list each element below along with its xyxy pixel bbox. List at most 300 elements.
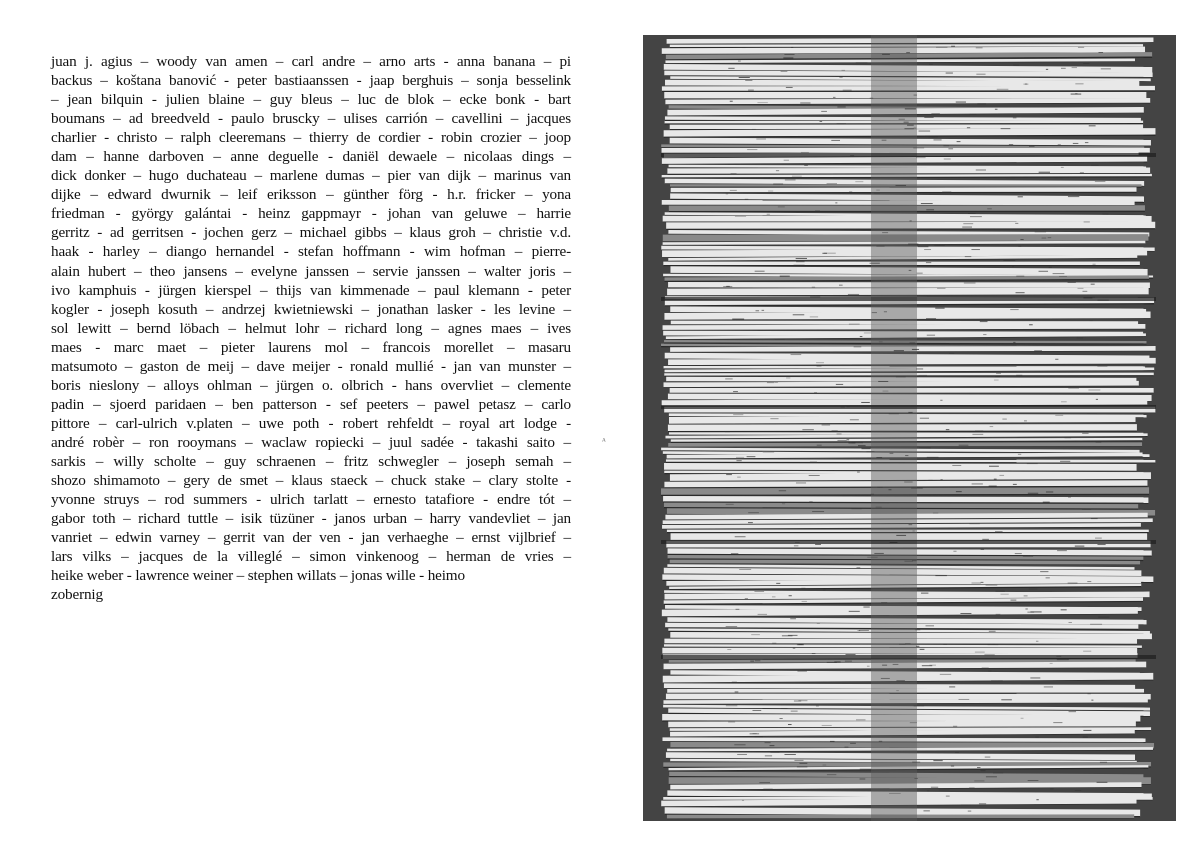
- paper-text-mark: [882, 140, 887, 141]
- paper-text-mark: [781, 71, 788, 72]
- name-list-line: boris nieslony – alloys ohlman – jürgen o. olbrich - hans overvliet – clemente: [51, 376, 571, 394]
- paper-text-mark: [796, 261, 804, 262]
- paper-text-mark: [972, 483, 983, 484]
- paper-text-mark: [920, 649, 925, 650]
- paper-text-mark: [985, 757, 991, 758]
- paper-text-mark: [1018, 196, 1023, 197]
- paper-text-mark: [990, 426, 993, 427]
- paper-text-mark: [1068, 388, 1079, 389]
- paper-text-mark: [969, 787, 974, 788]
- paper-text-mark: [956, 491, 962, 492]
- paper-text-mark: [1078, 288, 1084, 289]
- paper-text-mark: [1097, 782, 1108, 783]
- paper-text-mark: [824, 253, 836, 254]
- paper-text-mark: [1084, 221, 1090, 222]
- paper-text-mark: [834, 661, 840, 662]
- name-list-line: sarkis – willy scholte – guy schraenen – fritz schwegler – joseph semah –: [51, 452, 571, 470]
- paper-text-mark: [1012, 266, 1014, 267]
- paper-text-mark: [797, 766, 808, 767]
- name-list-line: dick donker – hugo duchateau – marlene dumas – pier van dijk – marinus van: [51, 167, 571, 185]
- name-list-line: charlier - christo – ralph cleeremans – thierry de cordier - robin crozier – joop: [51, 129, 571, 147]
- paper-text-mark: [788, 724, 792, 725]
- paper-text-mark: [730, 190, 737, 191]
- paper-text-mark: [801, 588, 805, 589]
- paper-text-mark: [1098, 617, 1109, 618]
- paper-text-mark: [1015, 603, 1020, 604]
- paper-text-mark: [922, 665, 932, 666]
- paper-text-mark: [919, 375, 927, 376]
- paper-text-mark: [1044, 686, 1053, 687]
- paper-text-mark: [861, 402, 870, 403]
- name-list-line: heike weber - lawrence weiner – stephen willats – jonas wille - heimo: [51, 567, 465, 585]
- name-list-line: lars vilks – jacques de la villeglé – simon vinkenoog – herman de vries –: [51, 548, 571, 566]
- paper-text-mark: [1018, 246, 1021, 247]
- paper-text-mark: [1082, 291, 1087, 292]
- paper-text-mark: [758, 614, 767, 615]
- paper-text-mark: [940, 400, 942, 401]
- paper-text-mark: [836, 384, 843, 385]
- paper-text-mark: [976, 47, 983, 48]
- paper-text-mark: [1001, 699, 1012, 700]
- paper-text-mark: [889, 413, 899, 414]
- paper-text-mark: [975, 652, 985, 653]
- paper-text-mark: [879, 341, 883, 342]
- paper-text-mark: [972, 583, 981, 584]
- paper-text-mark: [765, 755, 772, 756]
- paper-text-mark: [755, 660, 761, 661]
- paper-text-mark: [810, 316, 818, 317]
- paper-text-mark: [935, 575, 947, 576]
- paper-text-mark: [1083, 63, 1089, 64]
- paper-text-mark: [823, 765, 827, 766]
- paper-text-mark: [732, 318, 744, 319]
- paper-text-mark: [1068, 497, 1071, 498]
- paper-text-mark: [1071, 94, 1082, 95]
- name-list-line: juan j. agius – woody van amen – carl andre – arno arts - anna banana – pi: [51, 53, 571, 70]
- paper-text-mark: [996, 591, 1005, 592]
- paper-text-mark: [876, 190, 879, 191]
- paper-text-mark: [933, 760, 942, 761]
- paper-text-mark: [750, 661, 754, 662]
- paper-text-mark: [1087, 693, 1090, 694]
- paper-text-mark: [793, 648, 795, 649]
- paper-text-mark: [1039, 271, 1048, 272]
- paper-text-mark: [747, 456, 756, 457]
- name-list-line: zobernig: [51, 586, 103, 604]
- paper-text-mark: [874, 193, 880, 194]
- paper-text-mark: [942, 192, 951, 193]
- paper-text-mark: [908, 412, 912, 413]
- paper-text-mark: [870, 263, 880, 264]
- paper-text-mark: [1090, 624, 1102, 625]
- paper-text-mark: [801, 152, 809, 153]
- paper-text-mark: [994, 479, 997, 480]
- paper-text-mark: [983, 334, 986, 335]
- paper-text-mark: [822, 725, 832, 726]
- paper-text-mark: [1072, 67, 1077, 68]
- paper-text-mark: [932, 136, 936, 137]
- paper-text-mark: [953, 726, 957, 727]
- paper-text-mark: [918, 246, 929, 247]
- paper-text-mark: [809, 475, 820, 476]
- paper-text-mark: [791, 47, 793, 48]
- paper-text-mark: [772, 643, 776, 644]
- paper-text-mark: [735, 691, 739, 692]
- name-list-line: ivo kamphuis - jürgen kierspel – thijs van kimmenade – paul klemann - peter: [51, 281, 571, 299]
- name-list-line: matsumoto – gaston de meij – dave meijer - ronald mullié - jan van munster –: [51, 357, 571, 375]
- paper-text-mark: [768, 191, 773, 192]
- paper-text-mark: [1028, 780, 1039, 781]
- paper-text-mark: [976, 169, 986, 170]
- paper-text-mark: [956, 102, 966, 103]
- paper-text-mark: [961, 804, 971, 805]
- paper-text-mark: [994, 380, 999, 381]
- paper-text-mark: [759, 782, 770, 783]
- paper-text-mark: [847, 439, 850, 440]
- paper-text-mark: [1068, 582, 1078, 583]
- paper-text-mark: [981, 549, 984, 550]
- paper-text-mark: [1029, 324, 1033, 325]
- name-list-line: maes - marc maet – pieter laurens mol – francois morellet – masaru: [51, 338, 571, 356]
- paper-text-mark: [786, 87, 793, 88]
- paper-text-mark: [1043, 502, 1050, 503]
- paper-text-mark: [1060, 461, 1070, 462]
- paper-text-mark: [752, 710, 761, 711]
- paper-text-mark: [1024, 57, 1034, 58]
- paper-text-mark: [802, 429, 813, 430]
- paper-text-mark: [896, 535, 906, 536]
- paper-text-mark: [872, 312, 877, 313]
- paper-text-mark: [927, 790, 930, 791]
- paper-text-mark: [1096, 442, 1102, 443]
- name-list-line: padin – sjoerd paridaen – ben patterson - sef peeters – pawel petasz – carlo: [51, 395, 571, 413]
- paper-text-mark: [748, 522, 753, 523]
- paper-text-mark: [909, 270, 912, 271]
- paper-text-mark: [783, 57, 793, 58]
- paper-text-mark: [935, 308, 944, 309]
- bundle-gap: [661, 297, 1156, 301]
- paper-text-mark: [794, 545, 798, 546]
- paper-text-mark: [1049, 267, 1052, 268]
- paper-text-mark: [770, 745, 775, 746]
- paper-text-mark: [831, 140, 840, 141]
- name-list-line: – jean bilquin - julien blaine – guy bleus – luc de blok – ecke bonk - bart: [51, 91, 571, 109]
- paper-text-mark: [937, 288, 945, 289]
- paper-text-mark: [1075, 546, 1085, 547]
- paper-text-mark: [786, 377, 790, 378]
- paper-text-mark: [921, 203, 933, 204]
- paper-text-mark: [907, 125, 914, 126]
- paper-text-mark: [1015, 553, 1022, 554]
- paper-text-mark: [999, 475, 1004, 476]
- paper-text-mark: [912, 530, 914, 531]
- paper-text-mark: [1080, 172, 1084, 173]
- paper-text-mark: [1087, 581, 1091, 582]
- paper-text-mark: [1001, 128, 1011, 129]
- paper-text-mark: [797, 671, 806, 672]
- paper-text-mark: [931, 787, 938, 788]
- paper-text-mark: [767, 214, 770, 215]
- paper-text-mark: [927, 457, 939, 458]
- paper-text-mark: [1027, 463, 1038, 464]
- paper-text-mark: [1027, 612, 1034, 613]
- paper-text-mark: [904, 561, 912, 562]
- paper-text-mark: [1035, 737, 1038, 738]
- paper-text-mark: [920, 418, 929, 419]
- paper-text-mark: [964, 283, 976, 284]
- paper-text-mark: [1006, 177, 1015, 178]
- paper-text-mark: [946, 73, 953, 74]
- fold-band: [871, 35, 917, 821]
- paper-text-mark: [778, 206, 785, 207]
- paper-text-mark: [987, 208, 992, 209]
- paper-text-mark: [866, 451, 874, 452]
- paper-text-mark: [959, 699, 970, 700]
- paper-text-mark: [949, 343, 960, 344]
- name-list-line: andré robèr – ron rooymans – waclaw ropiecki – juul sadée - takashi saito –: [51, 433, 571, 451]
- paper-text-mark: [753, 733, 757, 734]
- paper-text-mark: [995, 531, 1003, 532]
- paper-text-mark: [926, 209, 934, 210]
- paper-text-mark: [752, 129, 756, 130]
- paper-text-mark: [970, 114, 977, 115]
- paper-text-mark: [949, 587, 957, 588]
- paper-text-mark: [912, 349, 919, 350]
- paper-text-mark: [951, 766, 954, 767]
- paper-text-mark: [1024, 420, 1027, 421]
- paper-text-mark: [909, 524, 913, 525]
- paper-text-mark: [876, 246, 884, 247]
- paper-text-mark: [1097, 366, 1107, 367]
- paper-text-mark: [963, 223, 973, 224]
- paper-text-mark: [896, 690, 899, 691]
- paper-text-mark: [1055, 415, 1063, 416]
- paper-text-mark: [1034, 350, 1042, 351]
- paper-text-mark: [794, 265, 805, 266]
- paper-text-mark: [816, 706, 819, 707]
- paper-text-mark: [948, 148, 953, 149]
- paper-text-mark: [884, 311, 887, 312]
- paper-text-mark: [817, 445, 822, 446]
- paper-text-mark: [917, 273, 923, 274]
- paper-text-mark: [780, 718, 783, 719]
- paper-text-mark: [959, 445, 969, 446]
- paper-text-mark: [796, 482, 806, 483]
- paper-text-mark: [820, 121, 823, 122]
- paper-text-mark: [1016, 375, 1022, 376]
- paper-text-mark: [779, 751, 782, 752]
- paper-text-mark: [943, 644, 947, 645]
- paper-text-mark: [1083, 737, 1088, 738]
- paper-text-mark: [944, 159, 951, 160]
- paper-text-mark: [776, 583, 780, 584]
- paper-text-mark: [732, 682, 737, 683]
- paper-text-mark: [726, 626, 737, 627]
- paper-text-mark: [1010, 600, 1016, 601]
- paper-text-mark: [816, 362, 824, 363]
- paper-text-mark: [867, 666, 870, 667]
- paper-text-mark: [767, 669, 775, 670]
- paper-text-mark: [817, 365, 822, 366]
- paper-text-mark: [1016, 292, 1025, 293]
- paper-text-mark: [833, 97, 835, 98]
- paper-text-mark: [733, 391, 738, 392]
- paper-text-mark: [800, 102, 810, 103]
- paper-text-mark: [737, 754, 747, 755]
- paper-text-mark: [810, 462, 817, 463]
- paper-text-mark: [756, 139, 766, 140]
- paper-text-mark: [835, 202, 837, 203]
- paper-text-mark: [1068, 622, 1071, 623]
- paper-text-mark: [730, 305, 733, 306]
- paper-text-mark: [996, 614, 1001, 615]
- paper-text-mark: [1053, 722, 1062, 723]
- paper-text-mark: [748, 512, 759, 513]
- paper-text-mark: [1100, 762, 1107, 763]
- paper-text-mark: [952, 465, 961, 466]
- paper-text-mark: [1089, 125, 1096, 126]
- paper-text-mark: [796, 258, 807, 259]
- paper-text-mark: [1029, 146, 1035, 147]
- paper-text-mark: [736, 457, 744, 458]
- paper-text-mark: [889, 793, 901, 794]
- paper-text-mark: [735, 216, 746, 217]
- paper-text-mark: [927, 335, 935, 336]
- name-list-line: dam – hanne darboven – anne deguelle - daniël dewaele – nicolaas dings –: [51, 148, 571, 166]
- paper-text-mark: [917, 230, 919, 231]
- paper-text-mark: [738, 193, 748, 194]
- paper-text-mark: [739, 569, 751, 570]
- stacked-papers-image: [643, 35, 1176, 821]
- paper-text-mark: [846, 654, 856, 655]
- paper-text-mark: [745, 598, 748, 599]
- paper-text-mark: [1061, 167, 1064, 168]
- paper-text-mark: [843, 90, 852, 91]
- paper-text-mark: [1091, 165, 1099, 166]
- paper-text-mark: [860, 769, 872, 770]
- paper-text-mark: [772, 596, 776, 597]
- paper-text-mark: [1083, 651, 1091, 652]
- paper-text-mark: [726, 504, 734, 505]
- paper-text-mark: [1013, 65, 1019, 66]
- paper-text-mark: [804, 165, 808, 166]
- paper-text-mark: [1024, 595, 1028, 596]
- paper-text-mark: [1055, 177, 1063, 178]
- paper-text-mark: [899, 119, 905, 120]
- paper-text-mark: [728, 722, 735, 723]
- paper-text-mark: [782, 635, 793, 636]
- paper-text-mark: [967, 127, 970, 128]
- paper-text-mark: [845, 661, 852, 662]
- paper-text-mark: [850, 743, 856, 744]
- paper-text-mark: [904, 482, 912, 483]
- paper-text-mark: [1069, 711, 1076, 712]
- paper-text-mark: [850, 419, 859, 420]
- paper-text-mark: [1046, 491, 1053, 492]
- paper-text-mark: [986, 585, 998, 586]
- paper-text-mark: [926, 625, 935, 626]
- paper-text-mark: [991, 680, 1003, 681]
- paper-text-mark: [733, 414, 743, 415]
- paper-text-mark: [738, 61, 741, 62]
- paper-text-mark: [1002, 419, 1006, 420]
- paper-text-mark: [1021, 718, 1024, 719]
- paper-text-mark: [858, 445, 866, 446]
- paper-text-mark: [923, 810, 929, 811]
- paper-text-mark: [748, 90, 754, 91]
- paper-text-mark: [839, 77, 842, 78]
- paper-text-mark: [754, 591, 764, 592]
- paper-text-mark: [793, 314, 805, 315]
- paper-text-mark: [854, 346, 862, 347]
- paper-text-mark: [1029, 588, 1038, 589]
- paper-text-mark: [780, 276, 790, 277]
- paper-text-mark: [1009, 144, 1013, 145]
- paper-text-mark: [914, 128, 917, 129]
- name-list-line: shozo shimamoto – gery de smet – klaus staeck – chuck stake – clary stolte -: [51, 472, 571, 490]
- stacked-papers-photo: [643, 35, 1176, 821]
- paper-text-mark: [879, 741, 882, 742]
- paper-text-mark: [911, 488, 923, 489]
- paper-text-mark: [789, 595, 792, 596]
- paper-text-mark: [726, 193, 728, 194]
- paper-text-mark: [726, 286, 730, 287]
- paper-text-mark: [980, 321, 988, 322]
- paper-text-mark: [881, 602, 887, 603]
- paper-text-mark: [962, 227, 972, 228]
- paper-text-mark: [1001, 594, 1009, 595]
- paper-text-mark: [812, 653, 816, 654]
- paper-text-mark: [837, 440, 846, 441]
- paper-text-mark: [817, 623, 820, 624]
- paper-text-mark: [837, 123, 846, 124]
- paper-text-mark: [812, 511, 824, 512]
- paper-text-mark: [815, 210, 820, 211]
- paper-text-mark: [734, 744, 745, 745]
- paper-text-mark: [770, 418, 778, 419]
- paper-text-mark: [814, 392, 817, 393]
- paper-text-mark: [773, 184, 783, 185]
- paper-text-mark: [1091, 700, 1093, 701]
- paper-text-mark: [823, 590, 826, 591]
- paper-text-mark: [1090, 320, 1093, 321]
- paper-text-mark: [860, 336, 863, 337]
- name-list-line: kogler - joseph kosuth – andrzej kwietniewski – jonathan lasker - les levine –: [51, 300, 571, 318]
- paper-text-mark: [784, 54, 794, 55]
- paper-text-mark: [989, 466, 999, 467]
- paper-text-mark: [989, 631, 996, 632]
- paper-text-mark: [747, 149, 757, 150]
- artist-name-list: [51, 52, 571, 604]
- paper-text-mark: [774, 382, 777, 383]
- paper-text-mark: [910, 722, 917, 723]
- paper-text-mark: [883, 391, 889, 392]
- paper-text-mark: [848, 442, 855, 443]
- paper-text-mark: [929, 64, 933, 65]
- paper-text-mark: [960, 613, 971, 614]
- paper-text-mark: [949, 686, 955, 687]
- paper-text-mark: [849, 324, 860, 325]
- paper-text-mark: [1039, 172, 1050, 173]
- paper-text-mark: [968, 811, 971, 812]
- paper-text-mark: [949, 353, 954, 354]
- name-list-line: haak - harley – diango hernandel - stefan hoffmann - wim hofman – pierre-: [51, 243, 571, 261]
- paper-text-mark: [982, 668, 989, 669]
- paper-text-mark: [894, 350, 904, 351]
- paper-text-mark: [906, 52, 910, 53]
- name-list-line: friedman - györgy galántai - heinz gappmayr - johan van geluwe – harrie: [51, 205, 571, 223]
- name-list-line: alain hubert – theo jansens – evelyne janssen – servie janssen – walter joris –: [51, 262, 571, 280]
